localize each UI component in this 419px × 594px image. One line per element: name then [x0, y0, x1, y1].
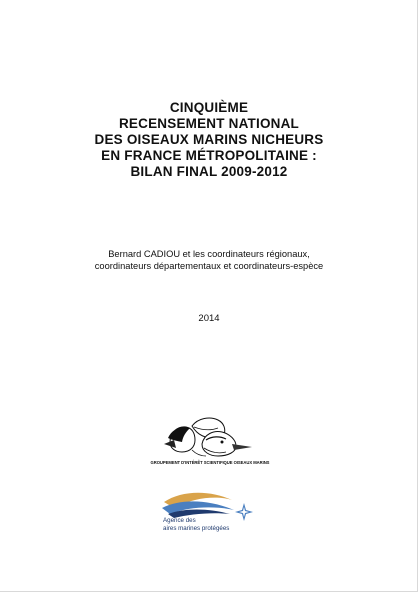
aamp-name-line-1: Agence des: [163, 517, 196, 524]
gisom-caption: GROUPEMENT D'INTÉRÊT SCIENTIFIQUE OISEAUX MARINS: [150, 460, 270, 465]
title-line-3: DES OISEAUX MARINS NICHEURS: [94, 132, 324, 147]
title-line-1: CINQUIÈME: [169, 100, 249, 115]
publication-year: 2014: [198, 313, 220, 324]
report-title: [0, 100, 418, 180]
title-line-2: RECENSEMENT NATIONAL: [118, 116, 299, 131]
authors-line-1: Bernard CADIOU et les coordinateurs régionaux,: [108, 249, 310, 259]
authors: [0, 249, 418, 272]
authors-line-2: coordinateurs départementaux et coordinateurs-espèce: [94, 260, 324, 271]
title-line-5: BILAN FINAL 2009-2012: [130, 164, 288, 179]
aamp-name-line-2: aires marines protégées: [163, 525, 230, 532]
aamp-name: [163, 517, 229, 533]
title-line-4: EN FRANCE MÉTROPOLITAINE :: [101, 148, 317, 163]
